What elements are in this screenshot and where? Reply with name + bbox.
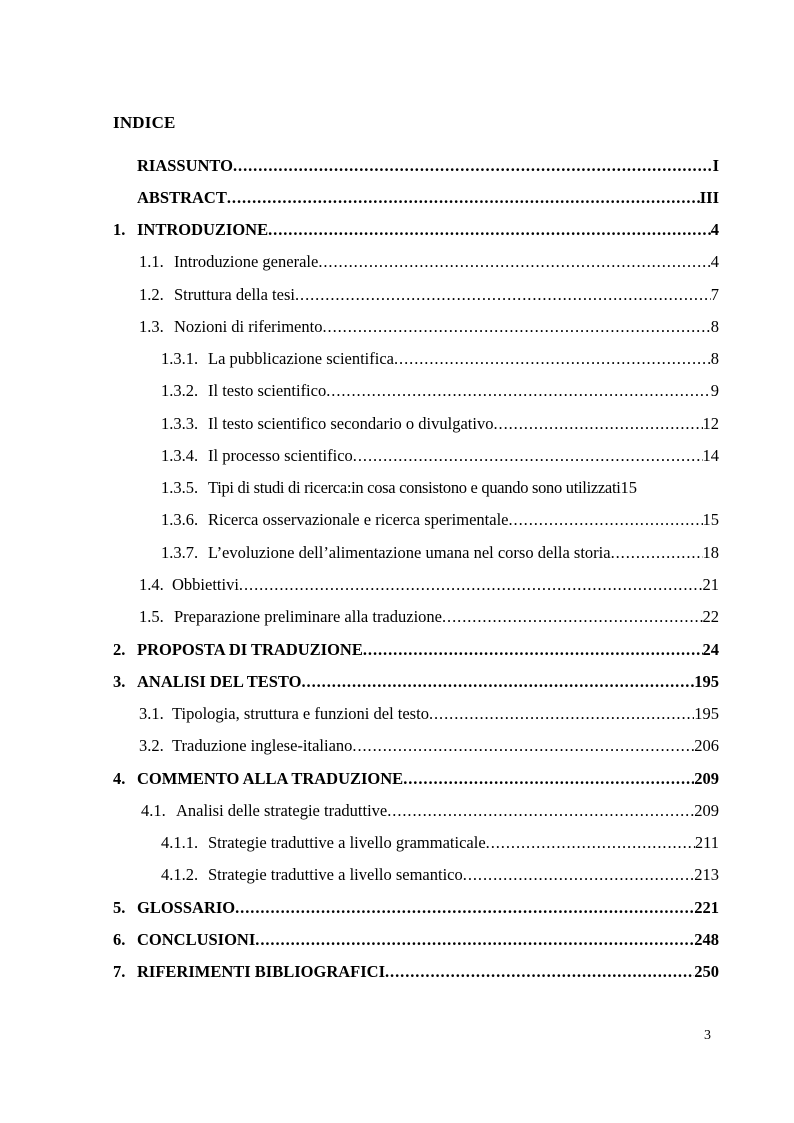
toc-entry-number: 1.5.: [139, 607, 164, 626]
toc-entry[interactable]: [139, 252, 719, 272]
toc-entry-title: Tipologia, struttura e funzioni del testo: [172, 704, 429, 723]
toc-entry-page: 250: [694, 962, 719, 981]
toc-entry-number: 1.4.: [139, 575, 164, 594]
toc-entry[interactable]: [137, 188, 719, 208]
toc-entry-number: 1.3.6.: [161, 510, 199, 529]
toc-entry[interactable]: [113, 930, 719, 950]
toc-entry[interactable]: [161, 446, 719, 466]
toc-entry-title: RIFERIMENTI BIBLIOGRAFICI: [137, 962, 385, 981]
toc-entry-title: Il testo scientifico secondario o divulgativo: [208, 414, 494, 433]
toc-entry-title: Nozioni di riferimento: [174, 317, 323, 336]
toc-entry-title: Preparazione preliminare alla traduzione: [174, 607, 442, 626]
toc-entry-title: RIASSUNTO: [137, 156, 233, 175]
toc-entry-page: 209: [694, 769, 719, 788]
toc-entry[interactable]: [139, 704, 719, 724]
toc-entry-page: 15: [620, 478, 638, 497]
toc-entry-number: 3.2.: [139, 736, 164, 755]
toc-entry-title: Obbiettivi: [172, 575, 239, 594]
toc-entry-title: Strategie traduttive a livello semantico: [208, 865, 463, 884]
toc-entry[interactable]: [161, 349, 719, 369]
toc-entry[interactable]: [139, 607, 719, 627]
toc-entry-number: 1.3.7.: [161, 543, 199, 562]
toc-entry[interactable]: [113, 640, 719, 660]
toc-entry[interactable]: [161, 414, 719, 434]
toc-entry-title: Strategie traduttive a livello grammaticale: [208, 833, 486, 852]
toc-entry[interactable]: [139, 285, 719, 305]
toc-entry-page: 4: [710, 252, 719, 271]
toc-entry-title: COMMENTO ALLA TRADUZIONE: [137, 769, 404, 788]
toc-entry[interactable]: [113, 220, 719, 240]
toc-entry-title: Tipi di studi di ricerca:in cosa consistono e quando sono utilizzati: [208, 478, 621, 497]
toc-entry-page: 8: [710, 317, 719, 336]
toc-entry-page: 15: [702, 510, 719, 529]
toc-entry-number: 1.3.2.: [161, 381, 199, 400]
toc-entry-page: 195: [694, 672, 719, 691]
toc-entry-page: 8: [710, 349, 719, 368]
toc-entry[interactable]: [139, 575, 719, 595]
toc-entry-title: PROPOSTA DI TRADUZIONE: [137, 640, 363, 659]
toc-entry[interactable]: [141, 801, 719, 821]
toc-entry-title: Struttura della tesi: [174, 285, 295, 304]
toc-entry-page: 18: [702, 543, 719, 562]
toc-entry[interactable]: [161, 381, 719, 401]
toc-entry[interactable]: [113, 962, 719, 982]
toc-entry-number: 2.: [113, 640, 126, 659]
toc-entry-number: 1.: [113, 220, 126, 239]
toc-entry[interactable]: [161, 543, 719, 563]
toc-entry-number: 7.: [113, 962, 126, 981]
toc-entry-number: 5.: [113, 898, 126, 917]
toc-entry[interactable]: [161, 833, 719, 853]
toc-entry-number: 3.1.: [139, 704, 164, 723]
toc-entry-title: Introduzione generale: [174, 252, 319, 271]
toc-entry-page: 24: [702, 640, 719, 659]
toc-entry-number: 1.2.: [139, 285, 164, 304]
toc-entry-title: Il testo scientifico: [208, 381, 327, 400]
toc-entry[interactable]: [161, 865, 719, 885]
toc-entry-number: 1.1.: [139, 252, 164, 271]
toc-entry-number: 4.1.2.: [161, 865, 199, 884]
toc-entry-number: 4.1.: [141, 801, 166, 820]
toc-entry-number: 1.3.5.: [161, 478, 199, 497]
toc-entry-page: 195: [694, 704, 719, 723]
toc-entry-number: 3.: [113, 672, 126, 691]
toc-entry-title: ANALISI DEL TESTO: [137, 672, 302, 691]
toc-entry-title: L’evoluzione dell’alimentazione umana nel corso della storia: [208, 543, 611, 562]
toc-entry[interactable]: [161, 510, 719, 530]
toc-entry-number: 4.1.1.: [161, 833, 199, 852]
toc-entry-page: 7: [710, 285, 719, 304]
toc-entry-number: 1.3.1.: [161, 349, 199, 368]
toc-entry-page: 211: [694, 833, 719, 852]
toc-entry[interactable]: [139, 736, 719, 756]
toc-entry-number: 4.: [113, 769, 126, 788]
toc-entry-number: 6.: [113, 930, 126, 949]
toc-entry-page: 4: [710, 220, 719, 239]
toc-entry-title: La pubblicazione scientifica: [208, 349, 394, 368]
toc-entry-page: 209: [694, 801, 719, 820]
toc-entry-page: 14: [702, 446, 719, 465]
toc-entry-page: 22: [702, 607, 719, 626]
toc-entry[interactable]: [113, 672, 719, 692]
toc-entry-number: 1.3.4.: [161, 446, 199, 465]
toc-entry-page: 221: [694, 898, 719, 917]
toc-heading: INDICE: [113, 113, 176, 132]
toc-entry[interactable]: [113, 769, 719, 789]
toc-entry-title: INTRODUZIONE: [137, 220, 269, 239]
toc-entry-page: 213: [694, 865, 719, 884]
toc-entry-number: 1.3.: [139, 317, 164, 336]
toc-entry-title: Ricerca osservazionale e ricerca sperimentale: [208, 510, 509, 529]
toc-entry-title: CONCLUSIONI: [137, 930, 256, 949]
toc-entry-title: ABSTRACT: [137, 188, 227, 207]
toc-entry-page: 12: [702, 414, 719, 433]
toc-entry-page: 248: [694, 930, 719, 949]
toc-entry-page: III: [699, 188, 719, 207]
toc-entry-title: Il processo scientifico: [208, 446, 353, 465]
toc-entry[interactable]: [139, 317, 719, 337]
toc-entry[interactable]: [113, 898, 719, 918]
toc-entry-title: GLOSSARIO: [137, 898, 236, 917]
toc-entry-page: 21: [702, 575, 719, 594]
toc-entry-title: Traduzione inglese-italiano: [172, 736, 353, 755]
toc-entry-page: I: [712, 156, 719, 175]
toc-entry[interactable]: [137, 156, 719, 176]
toc-entry-page: 206: [694, 736, 719, 755]
page-number: 3: [704, 1028, 711, 1043]
toc-entry-number: 1.3.3.: [161, 414, 199, 433]
toc-entry[interactable]: [161, 478, 719, 498]
toc-entry-title: Analisi delle strategie traduttive: [176, 801, 388, 820]
toc-entry-page: 9: [710, 381, 719, 400]
